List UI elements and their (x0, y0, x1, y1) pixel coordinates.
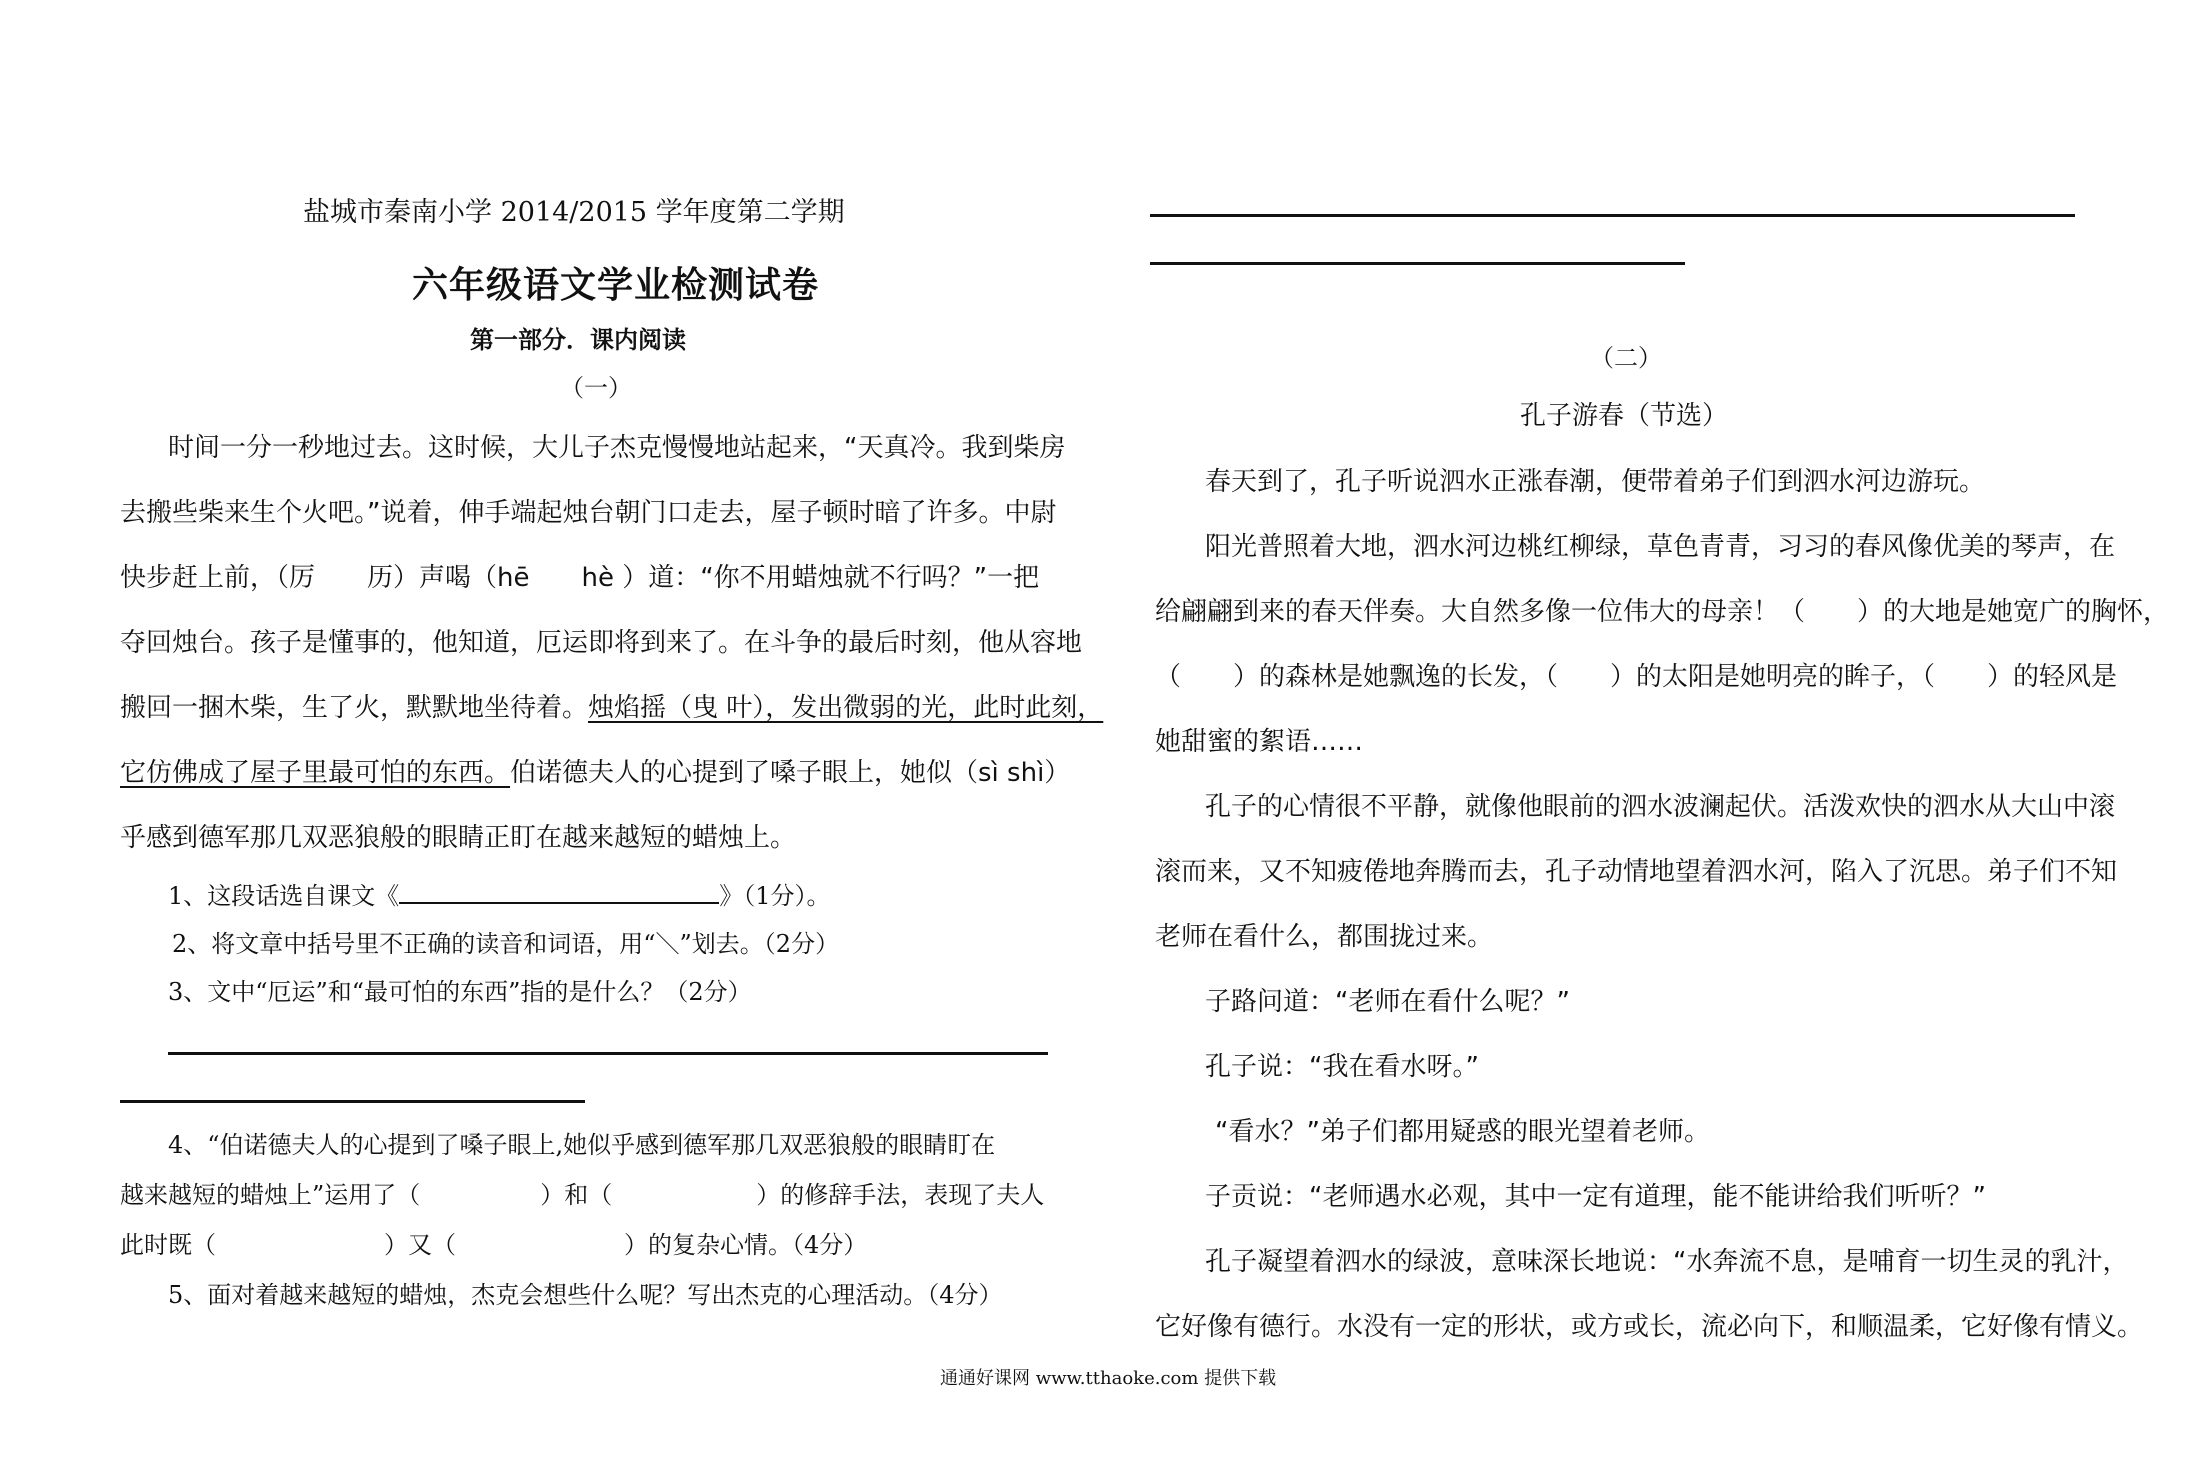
passage2-line-9: 子路问道：“老师在看什么呢？” (1205, 987, 1570, 1017)
part-heading: 第一部分．课内阅读 (470, 326, 686, 354)
passage2-line-2: 阳光普照着大地，泗水河边桃红柳绿，草色青青，习习的春风像优美的琴声，在 (1205, 532, 2116, 562)
passage2-line-13: 孔子凝望着泗水的绿波，意味深长地说：“水奔流不息，是哺育一切生灵的乳汁， (1205, 1247, 2129, 1277)
question-5: 5、面对着越来越短的蜡烛，杰克会想些什么呢？写出杰克的心理活动。（4分） (168, 1281, 1003, 1309)
passage2-line-3: 给翩翩到来的春天伴奏。大自然多像一位伟大的母亲！（ ）的大地是她宽广的胸怀， (1155, 597, 2170, 627)
question-4-line-2: 越来越短的蜡烛上”运用了（ ）和（ ）的修辞手法，表现了夫人 (120, 1181, 1045, 1209)
question-3: 3、文中“厄运”和“最可怕的东西”指的是什么？（2分） (168, 978, 752, 1006)
answer-line-3a[interactable] (168, 1052, 1048, 1055)
question-1-prefix: 1、这段话选自课文《 (168, 882, 400, 910)
answer-line-top-right-b[interactable] (1150, 262, 1685, 265)
passage1-line-1: 时间一分一秒地过去。这时候，大儿子杰克慢慢地站起来，“天真冷。我到柴房 (168, 433, 1066, 463)
section2-marker: （二） (1590, 344, 1662, 372)
passage2-line-7: 滚而来，又不知疲倦地奔腾而去，孔子动情地望着泗水河，陷入了沉思。弟子们不知 (1155, 857, 2118, 887)
passage2-line-5: 她甜蜜的絮语…… (1155, 727, 1364, 757)
passage2-line-1: 春天到了，孔子听说泗水正涨春潮，便带着弟子们到泗水河边游玩。 (1205, 467, 1986, 497)
underlined-sentence-part2: 它仿佛成了屋子里最可怕的东西。 (120, 758, 511, 788)
passage1-line-5-plain: 搬回一捆木柴，生了火，默默地坐待着。 (120, 693, 589, 723)
passage2-line-12: 子贡说：“老师遇水必观，其中一定有道理，能不能讲给我们听听？” (1205, 1182, 1986, 1212)
section1-marker: （一） (560, 374, 632, 402)
passage2-line-10: 孔子说：“我在看水呀。” (1205, 1052, 1479, 1082)
passage1-line-4: 夺回烛台。孩子是懂事的，他知道，厄运即将到来了。在斗争的最后时刻，他从容地 (120, 628, 1083, 658)
question-1 (168, 876, 831, 911)
section2-title: 孔子游春（节选） (1520, 401, 1729, 431)
passage2-line-8: 老师在看什么，都围拢过来。 (1155, 922, 1494, 952)
passage2-line-4: （ ）的森林是她飘逸的长发，（ ）的太阳是她明亮的眸子，（ ）的轻风是 (1155, 662, 2118, 692)
question-4-line-3: 此时既（ ）又（ ）的复杂心情。（4分） (120, 1231, 868, 1259)
exam-title: 六年级语文学业检测试卷 (412, 265, 820, 306)
answer-line-top-right-a[interactable] (1150, 214, 2075, 217)
question-1-answer-blank[interactable] (399, 878, 719, 904)
footer-source: 通通好课网 www.tthaoke.com 提供下载 (940, 1368, 1277, 1389)
passage1-line-7: 乎感到德军那几双恶狼般的眼睛正盯在越来越短的蜡烛上。 (120, 823, 797, 853)
passage1-line-2: 去搬些柴来生个火吧。”说着，伸手端起烛台朝门口走去，屋子顿时暗了许多。中尉 (120, 498, 1057, 528)
passage2-line-11: “看水？”弟子们都用疑惑的眼光望着老师。 (1215, 1117, 1710, 1147)
question-1-suffix: 》（1分）。 (719, 882, 831, 910)
question-4-line-1: 4、“伯诺德夫人的心提到了嗓子眼上,她似乎感到德军那几双恶狼般的眼睛盯在 (168, 1131, 996, 1159)
passage2-line-14: 它好像有德行。水没有一定的形状，或方或长，流必向下，和顺温柔，它好像有情义。 (1155, 1312, 2144, 1342)
passage1-line-5 (120, 687, 1103, 724)
school-line: 盐城市秦南小学 2014/2015 学年度第二学期 (303, 197, 845, 228)
question-2: 2、将文章中括号里不正确的读音和词语，用“＼”划去。（2分） (172, 930, 840, 958)
passage1-line-6 (120, 752, 1070, 789)
passage1-line-6-plain: 伯诺德夫人的心提到了嗓子眼上，她似（sì shì） (510, 758, 1071, 788)
underlined-sentence-part1: 烛焰摇（曳 叶），发出微弱的光，此时此刻， (588, 693, 1104, 723)
passage2-line-6: 孔子的心情很不平静，就像他眼前的泗水波澜起伏。活泼欢快的泗水从大山中滚 (1205, 792, 2116, 822)
passage1-line-3: 快步赶上前，（厉 历）声喝（hē hè ）道：“你不用蜡烛就不行吗？”一把 (120, 563, 1040, 593)
answer-line-3b[interactable] (120, 1100, 585, 1103)
